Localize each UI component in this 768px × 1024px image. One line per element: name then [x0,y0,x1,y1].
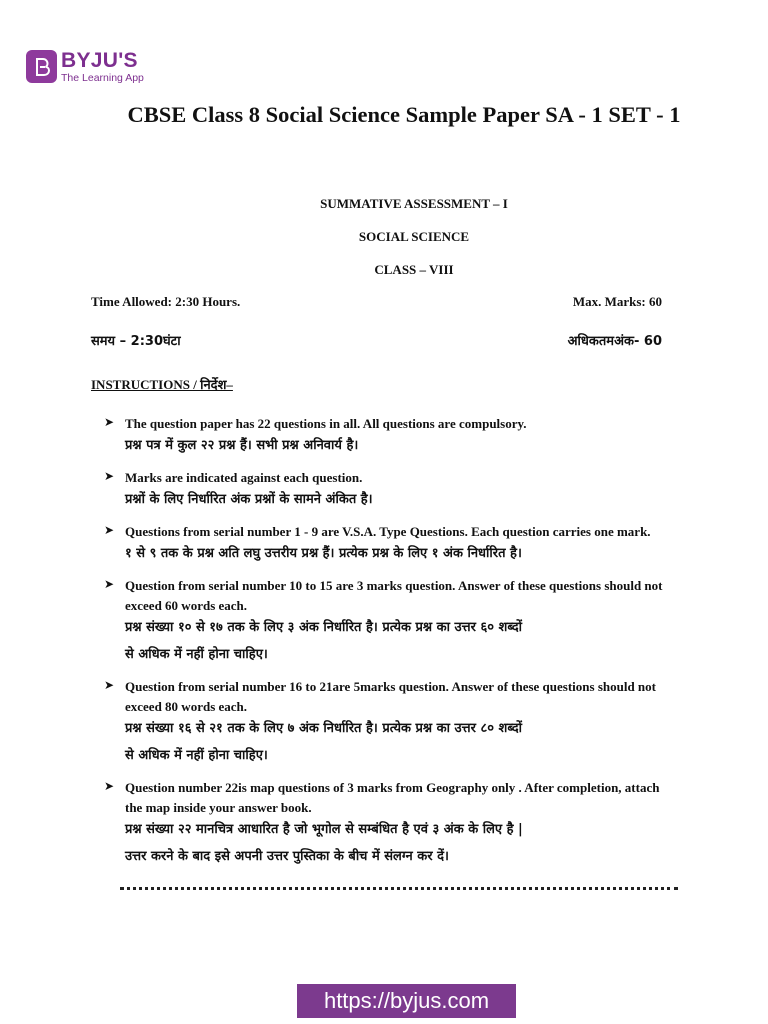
byjus-logo [26,50,144,84]
footer-url-link[interactable]: https://byjus.com [297,984,516,1018]
instruction-hi: प्रश्न संख्या १० से १७ तक के लिए ३ अंक निर्धारित है। प्रत्येक प्रश्न का उत्तर ६० शब्दों [125,620,522,635]
instruction-hi-cont: उत्तर करने के बाद इसे अपनी उत्तर पुस्तिका के बीच में संलग्न कर दें। [125,849,449,864]
subject-label: SOCIAL SCIENCE [358,229,470,244]
instructions-heading: INSTRUCTIONS / निर्देश– [91,377,233,392]
time-allowed-en: Time Allowed: 2:30 Hours. [91,294,241,309]
instruction-hi: प्रश्नों के लिए निर्धारित अंक प्रश्नों के सामने अंकित है। [125,492,373,507]
instruction-hi: १ से ९ तक के प्रश्न अति लघु उत्तरीय प्रश्न हैं। प्रत्येक प्रश्न के लिए १ अंक निर्धारित है। [125,546,522,561]
assessment-label: SUMMATIVE ASSESSMENT – I [320,196,508,211]
instruction-en: Question number 22is map questions of 3 marks from Geography only . After completion, attach the map inside your answer book. [125,780,660,815]
arrow-bullet-icon: ➤ [104,678,115,692]
max-marks-hi: अधिकतमअंक- 60 [567,334,662,349]
instruction-hi: प्रश्न पत्र में कुल २२ प्रश्न हैं। सभी प्रश्न अनिवार्य है। [125,438,359,453]
time-allowed-hi: समय – 2:30घंटा [91,334,181,349]
instruction-hi: प्रश्न संख्या १६ से २१ तक के लिए ७ अंक निर्धारित है। प्रत्येक प्रश्न का उत्तर ८० शब्दों [125,721,522,736]
instruction-en: The question paper has 22 questions in all. All questions are compulsory. [125,416,527,431]
instruction-en: Question from serial number 16 to 21are 5marks question. Answer of these questions should not exceed 80 words each. [125,679,656,714]
instructions-list [104,414,674,879]
arrow-bullet-icon: ➤ [104,779,115,793]
instruction-en: Marks are indicated against each question. [125,470,363,485]
time-marks-row-en [91,294,662,310]
logo-tagline: The Learning App [61,72,144,84]
instruction-item [104,522,674,569]
instruction-en: Questions from serial number 1 - 9 are V.S.A. Type Questions. Each question carries one mark. [125,524,651,539]
byjus-b-icon [26,50,57,83]
arrow-bullet-icon: ➤ [104,577,115,591]
instruction-item [104,468,674,515]
class-label: CLASS – VIII [374,262,454,277]
instruction-en: Question from serial number 10 to 15 are 3 marks question. Answer of these questions should not exceed 60 words each. [125,578,663,613]
instruction-item [104,414,674,461]
instruction-item [104,576,674,670]
instruction-item [104,778,674,872]
instruction-item [104,677,674,771]
logo-text [61,50,144,84]
page-title: CBSE Class 8 Social Science Sample Paper SA - 1 SET - 1 [127,102,681,127]
instruction-hi-cont: से अधिक में नहीं होना चाहिए। [125,647,268,662]
instruction-hi: प्रश्न संख्या २२ मानचित्र आधारित है जो भूगोल से सम्बंधित है एवं ३ अंक के लिए है | [125,822,523,837]
dotted-divider [120,887,678,890]
time-marks-row-hi [91,331,662,349]
arrow-bullet-icon: ➤ [104,415,115,429]
instruction-hi-cont: से अधिक में नहीं होना चाहिए। [125,748,268,763]
logo-brand: BYJU'S [61,49,138,72]
arrow-bullet-icon: ➤ [104,523,115,537]
b-letter-icon [31,55,53,79]
max-marks-en: Max. Marks: 60 [572,294,662,309]
arrow-bullet-icon: ➤ [104,469,115,483]
